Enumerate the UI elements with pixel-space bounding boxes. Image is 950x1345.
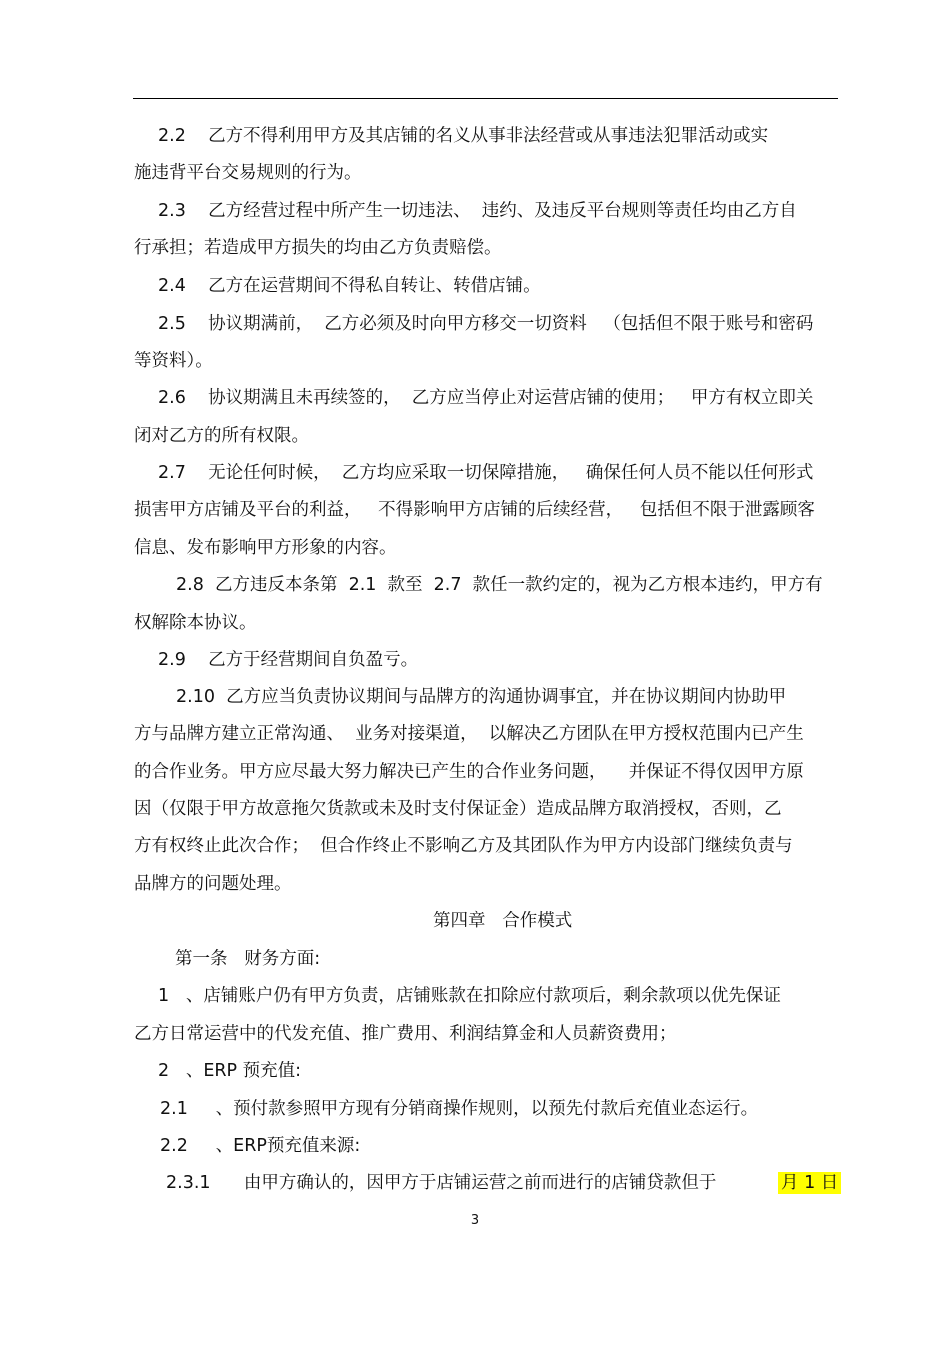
text-line: 2.1 、预付款参照甲方现有分销商操作规则，以预先付款后充值业态运行。 — [160, 1099, 759, 1119]
text-line: 品牌方的问题处理。 — [134, 874, 292, 894]
text-line: 2.4 乙方在运营期间不得私自转让、转借店铺。 — [158, 276, 541, 296]
text-line: 乙方日常运营中的代发充值、推广费用、利润结算金和人员薪资费用； — [134, 1024, 677, 1044]
text-line: 2.3.1 由甲方确认的，因甲方于店铺运营之前而进行的店铺贷款但于 — [166, 1173, 717, 1193]
text-line: 施违背平台交易规则的行为。 — [134, 163, 362, 183]
text-line: 方有权终止此次合作； 但合作终止不影响乙方及其团队作为甲方内设部门继续负责与 — [134, 836, 793, 856]
text-line: 等资料）。 — [134, 351, 213, 371]
text-line: 2.5 协议期满前， 乙方必须及时向甲方移交一切资料 （包括但不限于账号和密码 — [158, 314, 814, 334]
text-line: 2.9 乙方于经营期间自负盈亏。 — [158, 650, 419, 670]
text-line: 2.3 乙方经营过程中所产生一切违法、 违约、及违反平台规则等责任均由乙方自 — [158, 201, 797, 221]
text-line: 的合作业务。甲方应尽最大努力解决已产生的合作业务问题， 并保证不得仅因甲方原 — [134, 762, 804, 782]
header-rule — [133, 98, 838, 99]
text-line: 2.8 乙方违反本条第 2.1 款至 2.7 款任一款约定的，视为乙方根本违约，甲方有 — [176, 575, 823, 595]
text-line: 1 、店铺账户仍有甲方负责，店铺账款在扣除应付款项后，剩余款项以优先保证 — [158, 986, 781, 1006]
text-line: 2.7 无论任何时候， 乙方均应采取一切保障措施， 确保任何人员不能以任何形式 — [158, 463, 814, 483]
text-line: 2.10 乙方应当负责协议期间与品牌方的沟通协调事宜，并在协议期间内协助甲 — [176, 687, 787, 707]
text-line: 2.2 、ERP预充值来源: — [160, 1136, 361, 1156]
chapter-heading: 第四章 合作模式 — [433, 911, 573, 931]
text-line: 2.6 协议期满且未再续签的， 乙方应当停止对运营店铺的使用； 甲方有权立即关 — [158, 388, 814, 408]
text-line: 行承担；若造成甲方损失的均由乙方负责赔偿。 — [134, 238, 502, 258]
highlighted-text: 月 1 日 — [778, 1172, 841, 1194]
text-line: 信息、发布影响甲方形象的内容。 — [134, 538, 397, 558]
text-line: 第一条 财务方面: — [175, 949, 321, 969]
text-line: 闭对乙方的所有权限。 — [134, 426, 309, 446]
text-line: 因（仅限于甲方故意拖欠货款或未及时支付保证金）造成品牌方取消授权，否则，乙 — [134, 799, 782, 819]
text-line: 损害甲方店铺及平台的利益， 不得影响甲方店铺的后续经营， 包括但不限于泄露顾客 — [134, 500, 815, 520]
text-line: 方与品牌方建立正常沟通、 业务对接渠道， 以解决乙方团队在甲方授权范围内已产生 — [134, 724, 804, 744]
text-line: 2.2 乙方不得利用甲方及其店铺的名义从事非法经营或从事违法犯罪活动或实 — [158, 126, 769, 146]
text-line: 权解除本协议。 — [134, 613, 257, 633]
text-line: 2 、ERP 预充值: — [158, 1061, 302, 1081]
page-number: 3 — [470, 1213, 480, 1228]
